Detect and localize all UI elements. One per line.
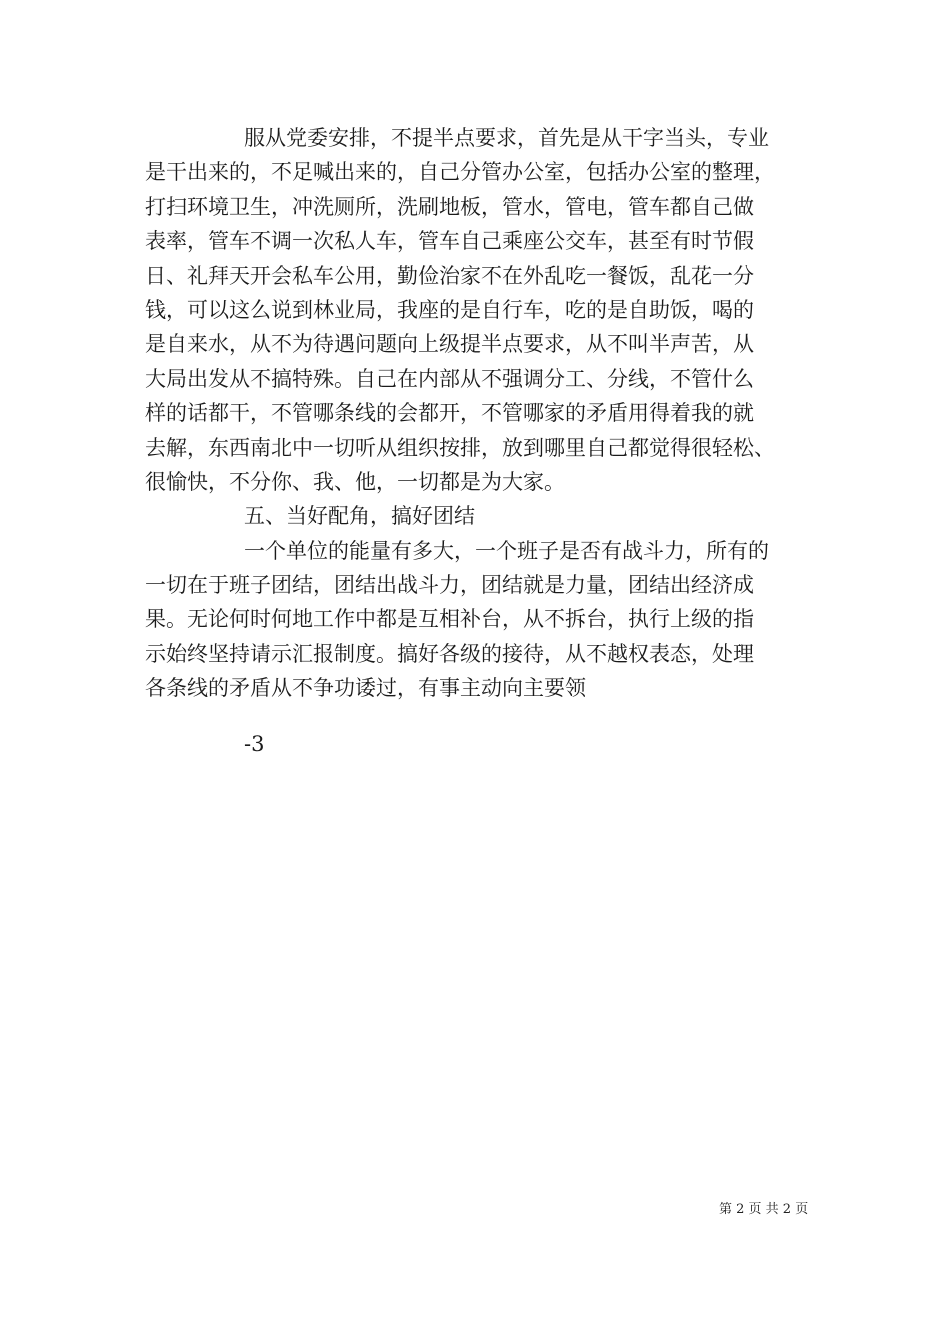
text-line: 日、礼拜天开会私车公用，勤俭治家不在外乱吃一餐饭，乱花一分 — [145, 263, 754, 288]
text-line: 是干出来的，不足喊出来的，自己分管办公室，包括办公室的整理， — [145, 160, 775, 185]
text-line: 示始终坚持请示汇报制度。搞好各级的接待，从不越权表态，处理 — [145, 641, 754, 666]
page-footer: 第 2 页 共 2 页 — [719, 1202, 809, 1217]
text-line: 大局出发从不搞特殊。自己在内部从不强调分工、分线，不管什么 — [145, 366, 754, 391]
body-text — [145, 121, 825, 706]
text-line: 表率，管车不调一次私人车，管车自己乘座公交车，甚至有时节假 — [145, 229, 754, 254]
text-line: 很愉快，不分你、我、他，一切都是为大家。 — [145, 469, 565, 494]
text-line: 果。无论何时何地工作中都是互相补台，从不拆台，执行上级的指 — [145, 607, 754, 632]
text-line: 去解，东西南北中一切听从组织按排，放到哪里自己都觉得很轻松、 — [145, 435, 775, 460]
text-line: 样的话都干，不管哪条线的会都开，不管哪家的矛盾用得着我的就 — [145, 401, 754, 426]
text-line: 一个单位的能量有多大，一个班子是否有战斗力，所有的 — [244, 538, 769, 563]
text-line: 五、当好配角，搞好团结 — [244, 504, 475, 529]
page-marker: -3 — [244, 732, 265, 756]
text-line: 是自来水，从不为待遇问题向上级提半点要求，从不叫半声苦，从 — [145, 332, 754, 357]
text-line: 一切在于班子团结，团结出战斗力，团结就是力量，团结出经济成 — [145, 573, 754, 598]
text-line: 钱，可以这么说到林业局，我座的是自行车，吃的是自助饭，喝的 — [145, 297, 754, 322]
text-line: 服从党委安排，不提半点要求，首先是从干字当头，专业 — [244, 126, 769, 150]
text-line: 打扫环境卫生，冲洗厕所，洗刷地板，管水，管电，管车都自己做 — [145, 194, 754, 219]
text-line: 各条线的矛盾从不争功诿过，有事主动向主要领 — [145, 676, 586, 701]
